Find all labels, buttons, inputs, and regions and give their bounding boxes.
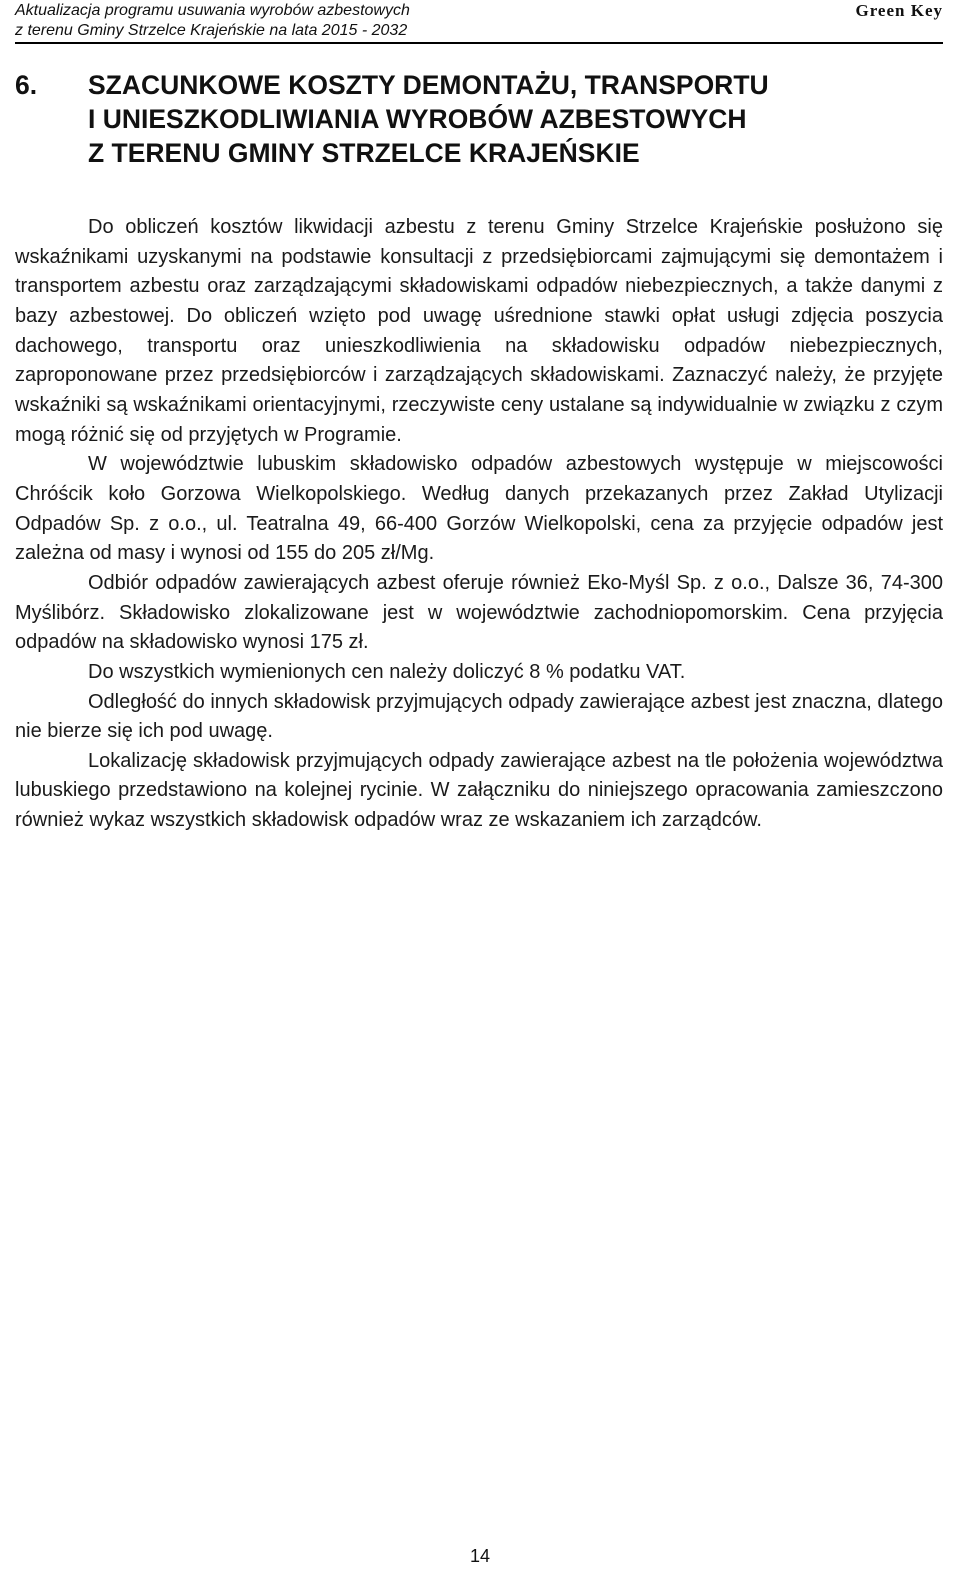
header-title-line-2: z terenu Gminy Strzelce Krajeńskie na lata 2015 - 2032 [15,22,408,39]
section-title [88,68,943,170]
paragraph-eko-mysl: Odbiór odpadów zawierających azbest oferuje również Eko-Myśl Sp. z o.o., Dalsze 36, 74-300 Myślibórz. Składowisko zlokalizowane jest w województwie zachodniopomorskim. Cena przyjęcia odpadów na składowisko wynosi 175 zł. [15,571,943,654]
section-title-line-1: SZACUNKOWE KOSZTY DEMONTAŻU, TRANSPORTU [88,70,769,100]
header-brand: Green Key [855,1,943,20]
section-heading [15,68,943,170]
page-number: 14 [469,1546,491,1566]
header-title [15,1,410,41]
section-title-line-2: I UNIESZKODLIWIANIA WYROBÓW AZBESTOWYCH [88,104,747,134]
body-text [15,213,943,836]
header-title-line-1: Aktualizacja programu usuwania wyrobów azbestowych [15,2,410,19]
paragraph-landfill-locations: Lokalizację składowisk przyjmujących odpady zawierające azbest na tle położenia województwa lubuskiego przedstawiono na kolejnej rycinie. W załączniku do niniejszego opracowania zamieszczono również wykaz wszystkich składowisk odpadów wraz ze wskazaniem ich zarządców. [15,749,943,832]
paragraph-cost-calculation: Do obliczeń kosztów likwidacji azbestu z terenu Gminy Strzelce Krajeńskie posłużono się wskaźnikami uzyskanymi na podstawie konsultacji z przedsiębiorcami zajmującymi się demontażem i transportem azbestu oraz zarządzającymi składowiskami odpadów niebezpiecznych, a także danymi z bazy azbestowej. Do obliczeń wzięto pod uwagę uśrednione stawki opłat usługi zdjęcia poszycia dachowego, transportu oraz unieszkodliwienia na składowisku odpadów niebezpiecznych, zaproponowane przez przedsiębiorców i zarządzających składowiskami. Zaznaczyć należy, że przyjęte wskaźniki są wskaźnikami orientacyjnymi, rzeczywiste ceny ustalane są indywidualnie w związku z czym mogą różnić się od przyjętych w Programie. [15,216,943,446]
paragraph-vat: Do wszystkich wymienionych cen należy doliczyć 8 % podatku VAT. [88,660,686,683]
paragraph-other-landfills: Odległość do innych składowisk przyjmujących odpady zawierające azbest jest znaczna, dlatego nie bierze się ich pod uwagę. [15,690,943,743]
section-title-line-3: Z TERENU GMINY STRZELCE KRAJEŃSKIE [88,138,640,168]
page-header [15,0,943,44]
section-number: 6. [15,70,38,100]
paragraph-lubuskie-landfill: W województwie lubuskim składowisko odpadów azbestowych występuje w miejscowości Chróścik koło Gorzowa Wielkopolskiego. Według danych przekazanych przez Zakład Utylizacji Odpadów Sp. z o.o., ul. Teatralna 49, 66-400 Gorzów Wielkopolski, cena za przyjęcie odpadów jest zależna od masy i wynosi od 155 do 205 zł/Mg. [15,453,943,565]
